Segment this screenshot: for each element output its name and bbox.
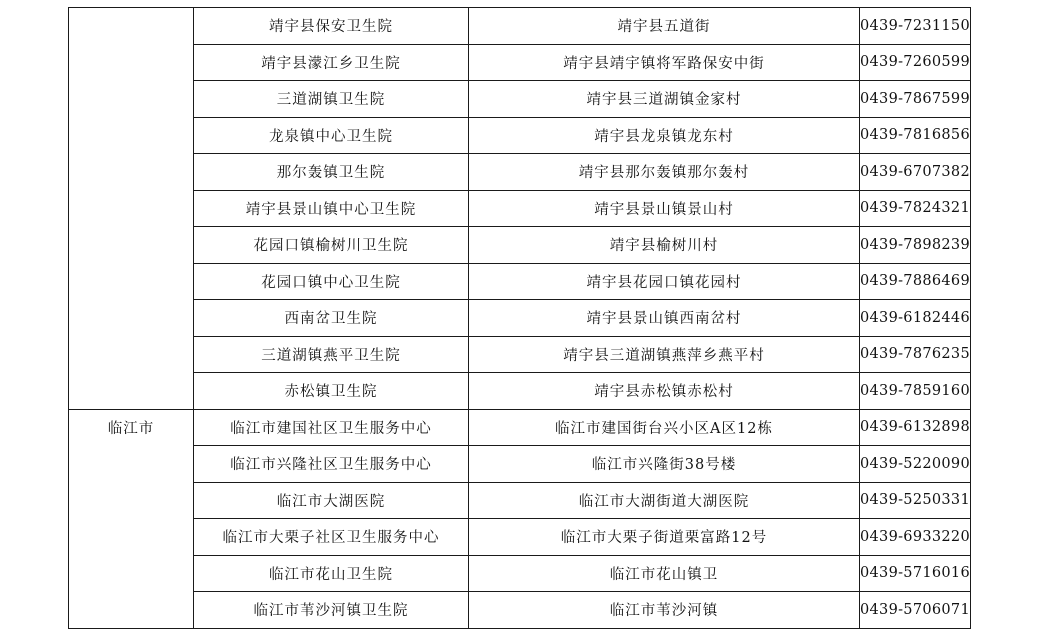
table-row bbox=[69, 592, 971, 629]
table-row bbox=[69, 409, 971, 446]
hospital-name-cell: 临江市花山卫生院 bbox=[194, 555, 469, 592]
region-cell bbox=[69, 44, 194, 81]
region-cell bbox=[69, 190, 194, 227]
phone-cell: 0439-7816856 bbox=[860, 117, 971, 154]
region-cell bbox=[69, 227, 194, 264]
hospital-name-cell: 西南岔卫生院 bbox=[194, 300, 469, 337]
phone-cell: 0439-6933220 bbox=[860, 519, 971, 556]
phone-cell: 0439-7260599 bbox=[860, 44, 971, 81]
hospital-name-cell: 临江市大湖医院 bbox=[194, 482, 469, 519]
address-cell: 靖宇县龙泉镇龙东村 bbox=[469, 117, 860, 154]
table-row bbox=[69, 300, 971, 337]
address-cell: 靖宇县景山镇景山村 bbox=[469, 190, 860, 227]
address-cell: 临江市大栗子街道栗富路12号 bbox=[469, 519, 860, 556]
phone-cell: 0439-6182446 bbox=[860, 300, 971, 337]
table-row bbox=[69, 117, 971, 154]
hospital-name-cell: 靖宇县景山镇中心卫生院 bbox=[194, 190, 469, 227]
phone-cell: 0439-7867599 bbox=[860, 81, 971, 118]
table-row bbox=[69, 81, 971, 118]
region-cell bbox=[69, 482, 194, 519]
region-cell: 临江市 bbox=[69, 409, 194, 446]
phone-cell: 0439-5250331 bbox=[860, 482, 971, 519]
phone-cell: 0439-5716016 bbox=[860, 555, 971, 592]
phone-cell: 0439-6132898 bbox=[860, 409, 971, 446]
region-cell bbox=[69, 300, 194, 337]
hospital-table bbox=[68, 7, 971, 629]
region-cell bbox=[69, 519, 194, 556]
phone-cell: 0439-7898239 bbox=[860, 227, 971, 264]
address-cell: 靖宇县花园口镇花园村 bbox=[469, 263, 860, 300]
phone-cell: 0439-7231150 bbox=[860, 8, 971, 45]
phone-cell: 0439-7876235 bbox=[860, 336, 971, 373]
hospital-name-cell: 赤松镇卫生院 bbox=[194, 373, 469, 410]
table-row bbox=[69, 44, 971, 81]
phone-cell: 0439-7886469 bbox=[860, 263, 971, 300]
address-cell: 靖宇县三道湖镇燕萍乡燕平村 bbox=[469, 336, 860, 373]
hospital-name-cell: 靖宇县濛江乡卫生院 bbox=[194, 44, 469, 81]
address-cell: 临江市建国街台兴小区A区12栋 bbox=[469, 409, 860, 446]
region-cell bbox=[69, 117, 194, 154]
hospital-name-cell: 临江市兴隆社区卫生服务中心 bbox=[194, 446, 469, 483]
phone-cell: 0439-7859160 bbox=[860, 373, 971, 410]
region-cell bbox=[69, 81, 194, 118]
table-row bbox=[69, 446, 971, 483]
hospital-name-cell: 三道湖镇卫生院 bbox=[194, 81, 469, 118]
address-cell: 靖宇县三道湖镇金家村 bbox=[469, 81, 860, 118]
region-cell bbox=[69, 592, 194, 629]
region-cell bbox=[69, 336, 194, 373]
address-cell: 靖宇县靖宇镇将军路保安中街 bbox=[469, 44, 860, 81]
hospital-name-cell: 临江市建国社区卫生服务中心 bbox=[194, 409, 469, 446]
region-cell bbox=[69, 373, 194, 410]
address-cell: 临江市苇沙河镇 bbox=[469, 592, 860, 629]
address-cell: 靖宇县景山镇西南岔村 bbox=[469, 300, 860, 337]
table-row bbox=[69, 336, 971, 373]
address-cell: 靖宇县五道街 bbox=[469, 8, 860, 45]
address-cell: 临江市大湖街道大湖医院 bbox=[469, 482, 860, 519]
phone-cell: 0439-7824321 bbox=[860, 190, 971, 227]
hospital-name-cell: 花园口镇榆树川卫生院 bbox=[194, 227, 469, 264]
address-cell: 靖宇县赤松镇赤松村 bbox=[469, 373, 860, 410]
region-cell bbox=[69, 263, 194, 300]
phone-cell: 0439-6707382 bbox=[860, 154, 971, 191]
hospital-name-cell: 临江市大栗子社区卫生服务中心 bbox=[194, 519, 469, 556]
hospital-name-cell: 那尔轰镇卫生院 bbox=[194, 154, 469, 191]
table-row bbox=[69, 519, 971, 556]
table-row bbox=[69, 154, 971, 191]
table-row bbox=[69, 8, 971, 45]
hospital-name-cell: 三道湖镇燕平卫生院 bbox=[194, 336, 469, 373]
phone-cell: 0439-5706071 bbox=[860, 592, 971, 629]
hospital-name-cell: 临江市苇沙河镇卫生院 bbox=[194, 592, 469, 629]
address-cell: 靖宇县榆树川村 bbox=[469, 227, 860, 264]
region-cell bbox=[69, 8, 194, 45]
table-row bbox=[69, 482, 971, 519]
region-cell bbox=[69, 446, 194, 483]
hospital-name-cell: 靖宇县保安卫生院 bbox=[194, 8, 469, 45]
table-row bbox=[69, 263, 971, 300]
region-cell bbox=[69, 154, 194, 191]
region-cell bbox=[69, 555, 194, 592]
address-cell: 临江市花山镇卫 bbox=[469, 555, 860, 592]
hospital-name-cell: 花园口镇中心卫生院 bbox=[194, 263, 469, 300]
address-cell: 临江市兴隆街38号楼 bbox=[469, 446, 860, 483]
hospital-name-cell: 龙泉镇中心卫生院 bbox=[194, 117, 469, 154]
address-cell: 靖宇县那尔轰镇那尔轰村 bbox=[469, 154, 860, 191]
table-row bbox=[69, 555, 971, 592]
table-row bbox=[69, 373, 971, 410]
hospital-table-body bbox=[69, 8, 971, 629]
phone-cell: 0439-5220090 bbox=[860, 446, 971, 483]
table-row bbox=[69, 227, 971, 264]
table-row bbox=[69, 190, 971, 227]
